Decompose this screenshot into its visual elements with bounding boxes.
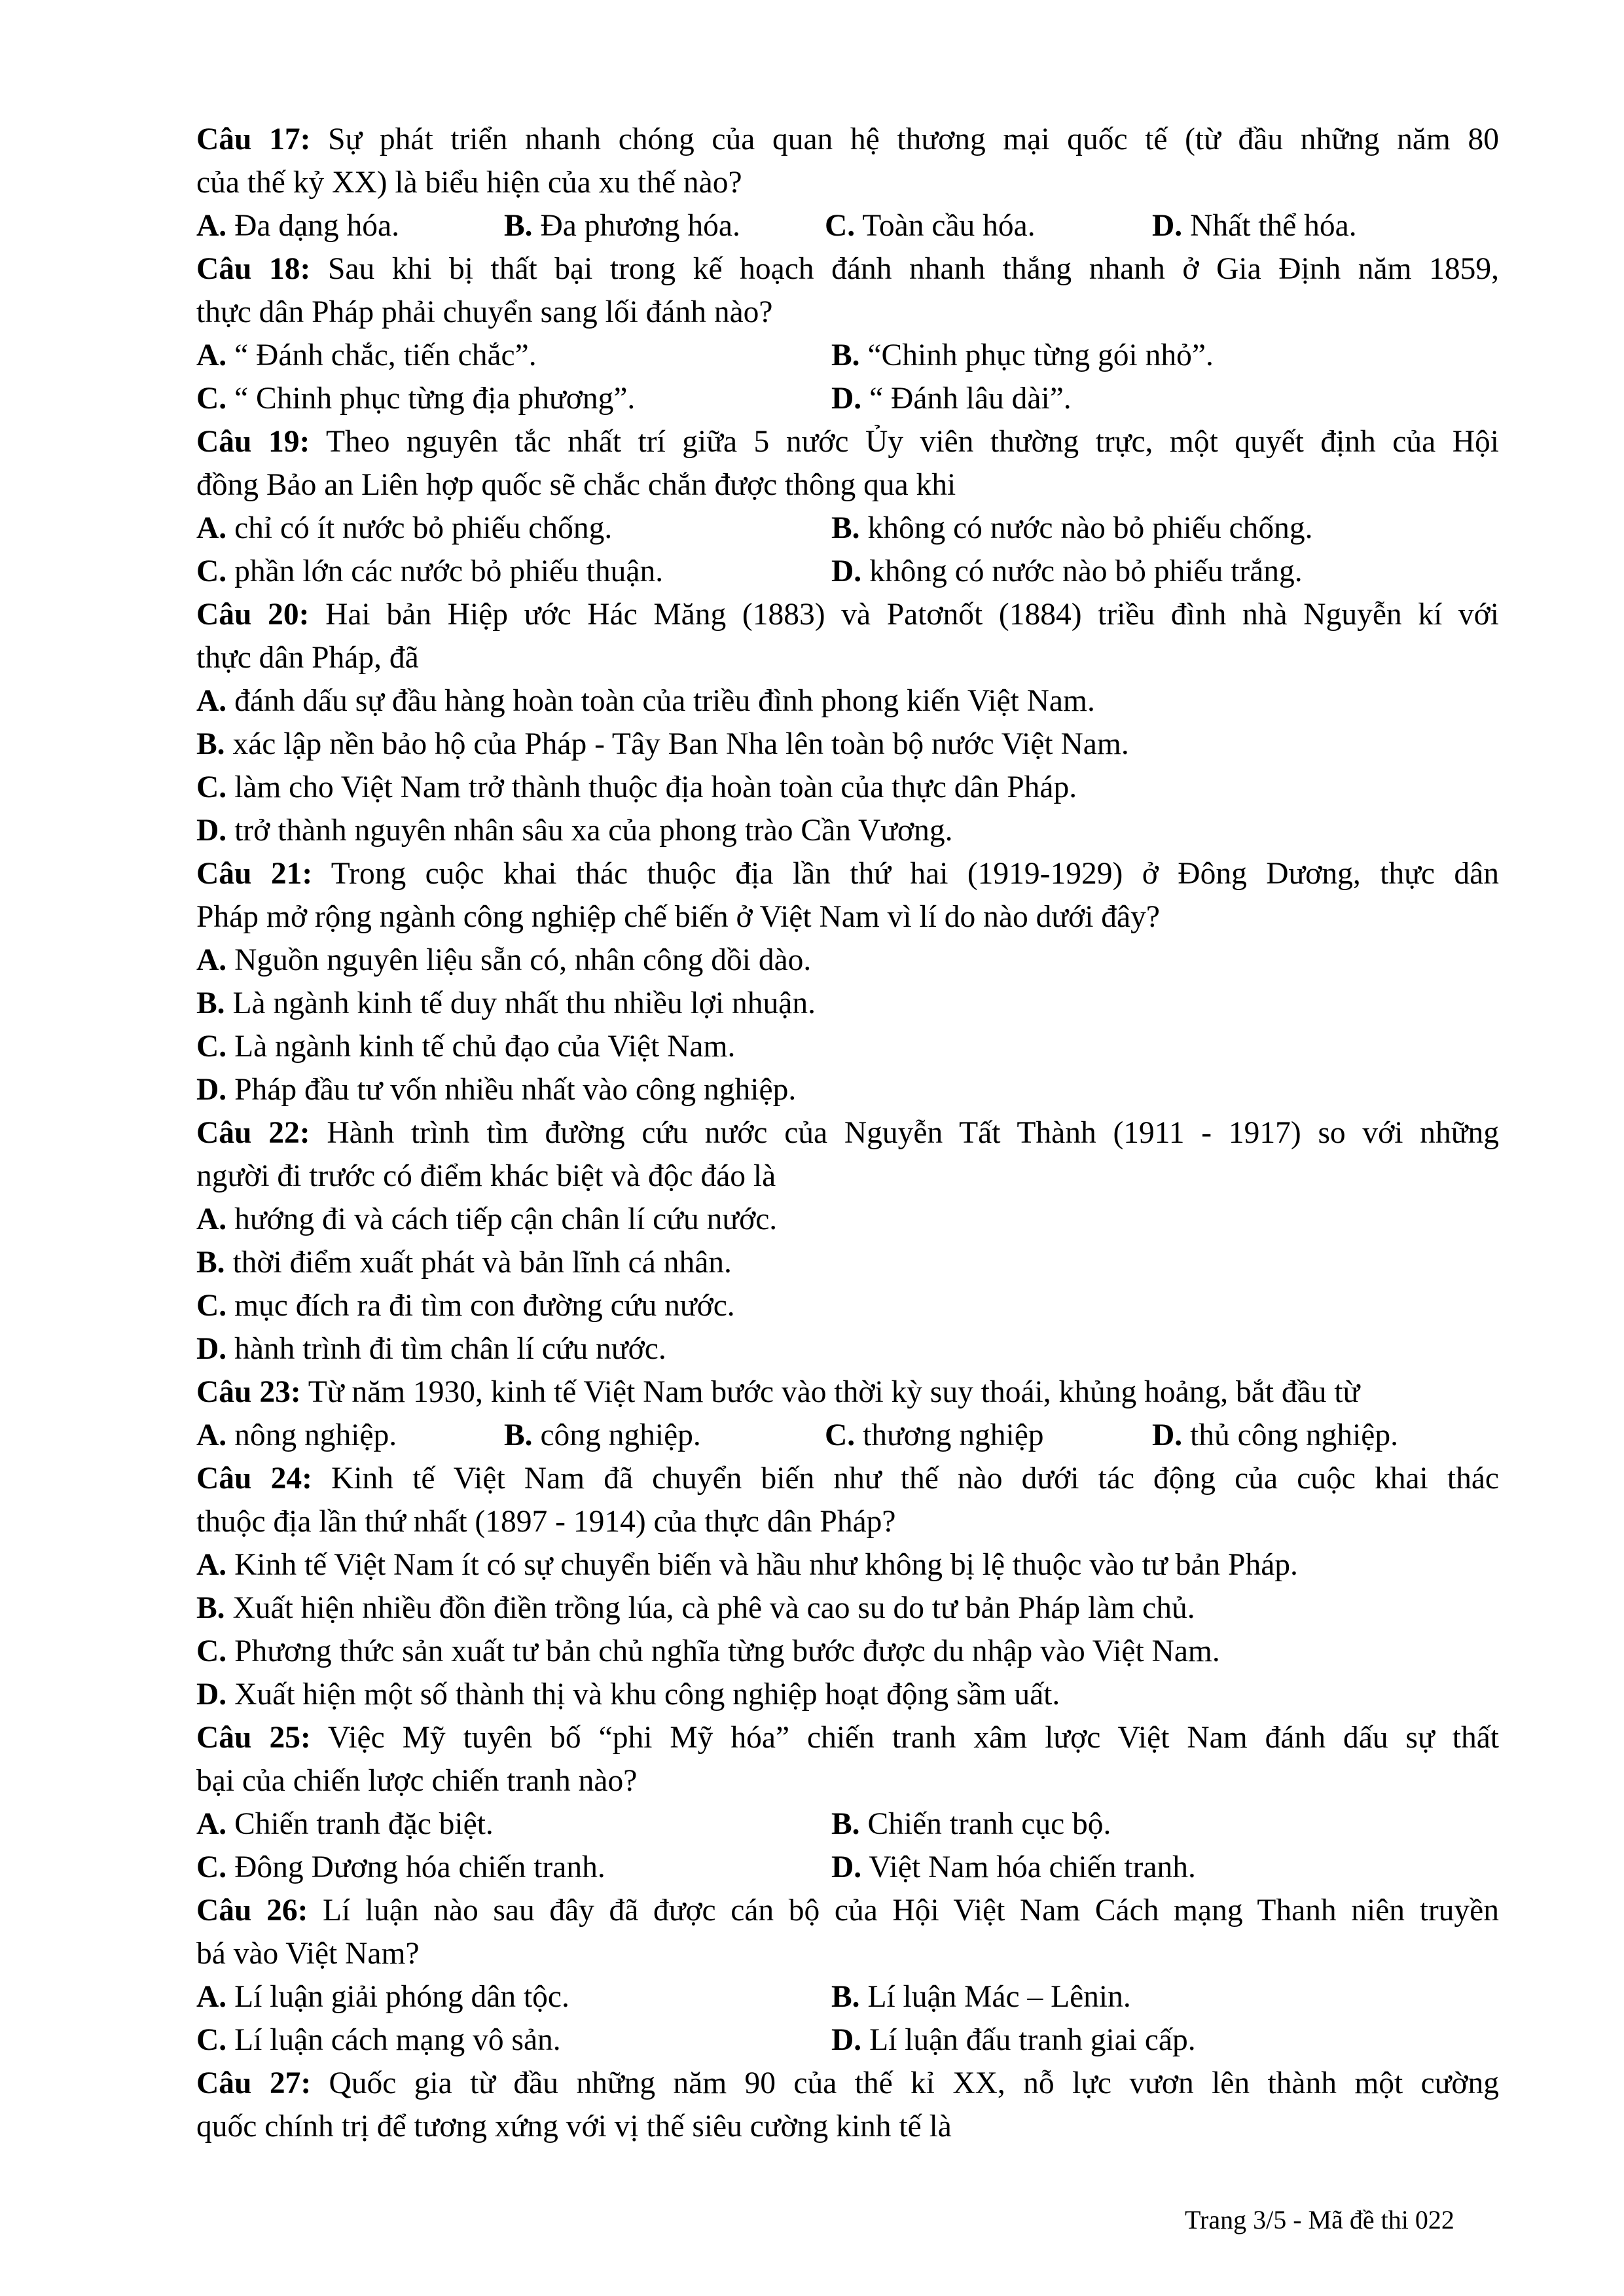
option-text: Là ngành kinh tế duy nhất thu nhiều lợi nhuận. [232, 986, 816, 1020]
question-text: Sự phát triển nhanh chóng của quan hệ thương mại quốc tế (từ đầu những năm 80 [328, 122, 1499, 156]
options-row [196, 1543, 1499, 1587]
option-key: B. [831, 338, 860, 372]
option-text: chỉ có ít nước bỏ phiếu chống. [234, 511, 613, 545]
option-key: D. [831, 554, 862, 588]
option-key: D. [196, 814, 227, 848]
options-row [196, 809, 1499, 852]
option-text: trở thành nguyên nhân sâu xa của phong trào Cần Vương. [234, 814, 953, 848]
option-text: Chiến tranh đặc biệt. [234, 1807, 494, 1841]
question-stem-line [196, 1932, 1499, 1975]
option-key: D. [196, 1073, 227, 1107]
question-stem-line [196, 1759, 1499, 1803]
answer-option [196, 204, 399, 247]
answer-option [196, 1846, 605, 1889]
question-stem-line [196, 247, 1499, 291]
answer-option [831, 377, 1072, 420]
option-text: Đa phương hóa. [540, 209, 740, 243]
answer-option [196, 1025, 735, 1068]
option-key: B. [504, 209, 533, 243]
option-key: B. [831, 511, 860, 545]
option-text: Nhất thể hóa. [1190, 209, 1357, 243]
question-stem-line [196, 1371, 1499, 1414]
answer-option [825, 1414, 1044, 1457]
question-stem-line [196, 895, 1499, 939]
question-stem-line [196, 1500, 1499, 1543]
option-text: thương nghiệp [863, 1418, 1044, 1452]
question-block [196, 593, 1499, 852]
question-text: Sau khi bị thất bại trong kế hoạch đánh nhanh thắng nhanh ở Gia Định năm 1859, [327, 252, 1499, 286]
question-stem-line [196, 463, 1499, 507]
options-row [196, 377, 1499, 420]
option-text: Phương thức sản xuất tư bản chủ nghĩa từng bước được du nhập vào Việt Nam. [234, 1634, 1220, 1668]
option-key: B. [831, 1980, 860, 2014]
question-label: Câu 24: [196, 1462, 312, 1496]
options-row [196, 723, 1499, 766]
option-key: B. [196, 727, 225, 761]
option-text: “Chinh phục từng gói nhỏ”. [867, 338, 1214, 372]
answer-option [825, 204, 1036, 247]
option-key: A. [196, 209, 227, 243]
option-key: A. [196, 1548, 227, 1582]
option-key: D. [831, 2023, 862, 2057]
options-row [196, 204, 1499, 247]
answer-option [196, 723, 1129, 766]
question-label: Câu 19: [196, 425, 310, 459]
answer-option [1152, 1414, 1398, 1457]
option-text: mục đích ra đi tìm con đường cứu nước. [234, 1289, 735, 1323]
option-text: đánh dấu sự đầu hàng hoàn toàn của triều đình phong kiến Việt Nam. [234, 684, 1095, 718]
answer-option [196, 377, 635, 420]
answer-option [196, 679, 1095, 723]
option-text: Toàn cầu hóa. [862, 209, 1036, 243]
option-text: “ Đánh lâu dài”. [869, 382, 1072, 416]
question-text: Pháp mở rộng ngành công nghiệp chế biến ở Việt Nam vì lí do nào dưới đây? [196, 900, 1160, 934]
answer-option [196, 1630, 1220, 1673]
exam-page [196, 118, 1499, 2148]
question-stem-line [196, 2105, 1499, 2148]
question-label: Câu 22: [196, 1116, 310, 1150]
options-row [196, 334, 1499, 377]
question-stem-line [196, 852, 1499, 895]
option-text: “ Đánh chắc, tiến chắc”. [234, 338, 537, 372]
option-key: C. [196, 770, 227, 804]
option-key: C. [196, 1030, 227, 1064]
option-key: C. [196, 1634, 227, 1668]
options-row [196, 1803, 1499, 1846]
answer-option [196, 1198, 777, 1241]
option-key: A. [196, 338, 227, 372]
options-row [196, 1068, 1499, 1111]
answer-option [196, 982, 816, 1025]
option-text: Đông Dương hóa chiến tranh. [234, 1850, 605, 1884]
answer-option [504, 204, 740, 247]
option-text: Xuất hiện một số thành thị và khu công nghiệp hoạt động sầm uất. [234, 1677, 1060, 1712]
answer-option [831, 507, 1313, 550]
options-row [196, 1025, 1499, 1068]
answer-option [196, 1327, 666, 1371]
question-stem-line [196, 291, 1499, 334]
answer-option [831, 334, 1214, 377]
option-text: Lí luận Mác – Lênin. [867, 1980, 1131, 2014]
options-row [196, 1630, 1499, 1673]
option-text: Nguồn nguyên liệu sẵn có, nhân công dồi dào. [234, 943, 812, 977]
options-row [196, 1327, 1499, 1371]
option-key: D. [831, 1850, 862, 1884]
question-block [196, 1111, 1499, 1371]
question-block [196, 1457, 1499, 1716]
options-row [196, 507, 1499, 550]
option-text: thời điểm xuất phát và bản lĩnh cá nhân. [232, 1246, 732, 1280]
option-key: C. [196, 1289, 227, 1323]
answer-option [831, 2018, 1196, 2062]
option-key: D. [1152, 209, 1183, 243]
options-row [196, 2018, 1499, 2062]
question-stem-line [196, 1155, 1499, 1198]
option-text: không có nước nào bỏ phiếu trắng. [869, 554, 1303, 588]
question-stem-line [196, 118, 1499, 161]
question-stem-line [196, 2062, 1499, 2105]
option-text: phần lớn các nước bỏ phiếu thuận. [234, 554, 664, 588]
option-text: công nghiệp. [540, 1418, 701, 1452]
option-text: hướng đi và cách tiếp cận chân lí cứu nước. [234, 1202, 778, 1236]
option-key: B. [504, 1418, 533, 1452]
options-row [196, 1587, 1499, 1630]
options-row [196, 1673, 1499, 1716]
option-text: Lí luận giải phóng dân tộc. [234, 1980, 569, 2014]
option-key: C. [825, 1418, 856, 1452]
options-row [196, 1846, 1499, 1889]
answer-option [831, 1803, 1111, 1846]
option-text: xác lập nền bảo hộ của Pháp - Tây Ban Nha lên toàn bộ nước Việt Nam. [232, 727, 1129, 761]
question-label: Câu 26: [196, 1893, 308, 1928]
question-text: Lí luận nào sau đây đã được cán bộ của Hội Việt Nam Cách mạng Thanh niên truyền [323, 1893, 1499, 1928]
option-text: Đa dạng hóa. [234, 209, 399, 243]
question-label: Câu 18: [196, 252, 311, 286]
answer-option [196, 1543, 1298, 1587]
answer-option [831, 1975, 1131, 2018]
option-key: A. [196, 1980, 227, 2014]
question-text: Việc Mỹ tuyên bố “phi Mỹ hóa” chiến tranh xâm lược Việt Nam đánh dấu sự thất [327, 1721, 1499, 1755]
option-text: Pháp đầu tư vốn nhiều nhất vào công nghiệp. [234, 1073, 797, 1107]
question-block [196, 2062, 1499, 2148]
question-label: Câu 21: [196, 857, 313, 891]
question-text: bại của chiến lược chiến tranh nào? [196, 1764, 638, 1798]
question-text: thực dân Pháp phải chuyển sang lối đánh nào? [196, 295, 773, 329]
option-text: không có nước nào bỏ phiếu chống. [867, 511, 1313, 545]
question-label: Câu 23: [196, 1375, 301, 1409]
answer-option [196, 334, 537, 377]
question-text: bá vào Việt Nam? [196, 1937, 420, 1971]
question-block [196, 118, 1499, 247]
option-key: D. [196, 1677, 227, 1712]
option-key: A. [196, 1202, 227, 1236]
question-stem-line [196, 593, 1499, 636]
answer-option [196, 809, 953, 852]
question-text: Theo nguyên tắc nhất trí giữa 5 nước Ủy viên thường trực, một quyết định của Hội [325, 425, 1499, 459]
option-key: C. [196, 2023, 227, 2057]
option-text: “ Chinh phục từng địa phương”. [234, 382, 636, 416]
option-text: Là ngành kinh tế chủ đạo của Việt Nam. [234, 1030, 736, 1064]
options-row [196, 939, 1499, 982]
options-row [196, 1284, 1499, 1327]
option-key: D. [196, 1332, 227, 1366]
question-stem-line [196, 161, 1499, 204]
question-text: của thế kỷ XX) là biểu hiện của xu thế nào? [196, 166, 742, 200]
question-text: Hành trình tìm đường cứu nước của Nguyễn Tất Thành (1911 - 1917) so với những [327, 1116, 1499, 1150]
question-block [196, 852, 1499, 1111]
option-key: D. [1152, 1418, 1183, 1452]
option-key: B. [196, 1591, 225, 1625]
answer-option [196, 507, 612, 550]
option-text: hành trình đi tìm chân lí cứu nước. [234, 1332, 666, 1366]
question-block [196, 1371, 1499, 1457]
option-key: B. [196, 1246, 225, 1280]
option-text: thủ công nghiệp. [1190, 1418, 1398, 1452]
option-key: C. [196, 382, 227, 416]
option-text: Kinh tế Việt Nam ít có sự chuyển biến và hầu như không bị lệ thuộc vào tư bản Pháp. [234, 1548, 1298, 1582]
answer-option [196, 939, 811, 982]
option-text: Lí luận cách mạng vô sản. [234, 2023, 561, 2057]
question-text: thuộc địa lần thứ nhất (1897 - 1914) của thực dân Pháp? [196, 1505, 896, 1539]
question-text: Quốc gia từ đầu những năm 90 của thế kỉ XX, nỗ lực vươn lên thành một cường [329, 2066, 1499, 2100]
question-stem-line [196, 1111, 1499, 1155]
answer-option [504, 1414, 701, 1457]
answer-option [196, 766, 1077, 809]
option-text: Việt Nam hóa chiến tranh. [869, 1850, 1196, 1884]
question-block [196, 247, 1499, 420]
answer-option [196, 1284, 735, 1327]
answer-option [196, 1068, 796, 1111]
answer-option [1152, 204, 1357, 247]
options-row [196, 679, 1499, 723]
question-stem-line [196, 1716, 1499, 1759]
answer-option [196, 1673, 1060, 1716]
question-text: đồng Bảo an Liên hợp quốc sẽ chắc chắn được thông qua khi [196, 468, 956, 502]
option-key: C. [196, 554, 227, 588]
answer-option [196, 1587, 1195, 1630]
answer-option [196, 1414, 397, 1457]
option-key: A. [196, 943, 227, 977]
options-row [196, 550, 1499, 593]
options-row [196, 982, 1499, 1025]
question-block [196, 1889, 1499, 2062]
option-key: B. [831, 1807, 860, 1841]
question-block [196, 1716, 1499, 1889]
option-key: B. [196, 986, 225, 1020]
question-label: Câu 17: [196, 122, 311, 156]
answer-option [196, 550, 663, 593]
question-stem-line [196, 1457, 1499, 1500]
option-text: Chiến tranh cục bộ. [867, 1807, 1111, 1841]
answer-option [196, 1241, 732, 1284]
option-key: A. [196, 684, 227, 718]
question-text: Hai bản Hiệp ước Hác Măng (1883) và Patơnốt (1884) triều đình nhà Nguyễn kí với [325, 598, 1499, 632]
answer-option [196, 1803, 494, 1846]
question-text: Kinh tế Việt Nam đã chuyển biến như thế nào dưới tác động của cuộc khai thác [331, 1462, 1499, 1496]
answer-option [831, 550, 1303, 593]
option-text: làm cho Việt Nam trở thành thuộc địa hoàn toàn của thực dân Pháp. [234, 770, 1077, 804]
option-text: Lí luận đấu tranh giai cấp. [869, 2023, 1196, 2057]
option-key: D. [831, 382, 862, 416]
question-stem-line [196, 420, 1499, 463]
option-key: A. [196, 511, 227, 545]
option-text: nông nghiệp. [234, 1418, 397, 1452]
options-row [196, 1241, 1499, 1284]
option-key: C. [825, 209, 856, 243]
question-label: Câu 25: [196, 1721, 311, 1755]
question-label: Câu 20: [196, 598, 310, 632]
page-number: Trang 3/5 - Mã đề thi 022 [1185, 2205, 1454, 2234]
question-text: người đi trước có điểm khác biệt và độc đáo là [196, 1159, 776, 1193]
options-row [196, 766, 1499, 809]
option-key: A. [196, 1807, 227, 1841]
answer-option [831, 1846, 1196, 1889]
option-text: Xuất hiện nhiều đồn điền trồng lúa, cà phê và cao su do tư bản Pháp làm chủ. [232, 1591, 1195, 1625]
options-row [196, 1198, 1499, 1241]
option-key: A. [196, 1418, 227, 1452]
answer-option [196, 1975, 569, 2018]
question-text: Trong cuộc khai thác thuộc địa lần thứ hai (1919-1929) ở Đông Dương, thực dân [331, 857, 1499, 891]
question-block [196, 420, 1499, 593]
question-label: Câu 27: [196, 2066, 312, 2100]
answer-option [196, 2018, 561, 2062]
question-text: thực dân Pháp, đã [196, 641, 419, 675]
options-row [196, 1414, 1499, 1457]
question-text: Từ năm 1930, kinh tế Việt Nam bước vào thời kỳ suy thoái, khủng hoảng, bắt đầu từ [308, 1375, 1360, 1409]
options-row [196, 1975, 1499, 2018]
question-text: quốc chính trị để tương xứng với vị thế siêu cường kinh tế là [196, 2109, 952, 2144]
question-stem-line [196, 1889, 1499, 1932]
question-stem-line [196, 636, 1499, 679]
option-key: C. [196, 1850, 227, 1884]
